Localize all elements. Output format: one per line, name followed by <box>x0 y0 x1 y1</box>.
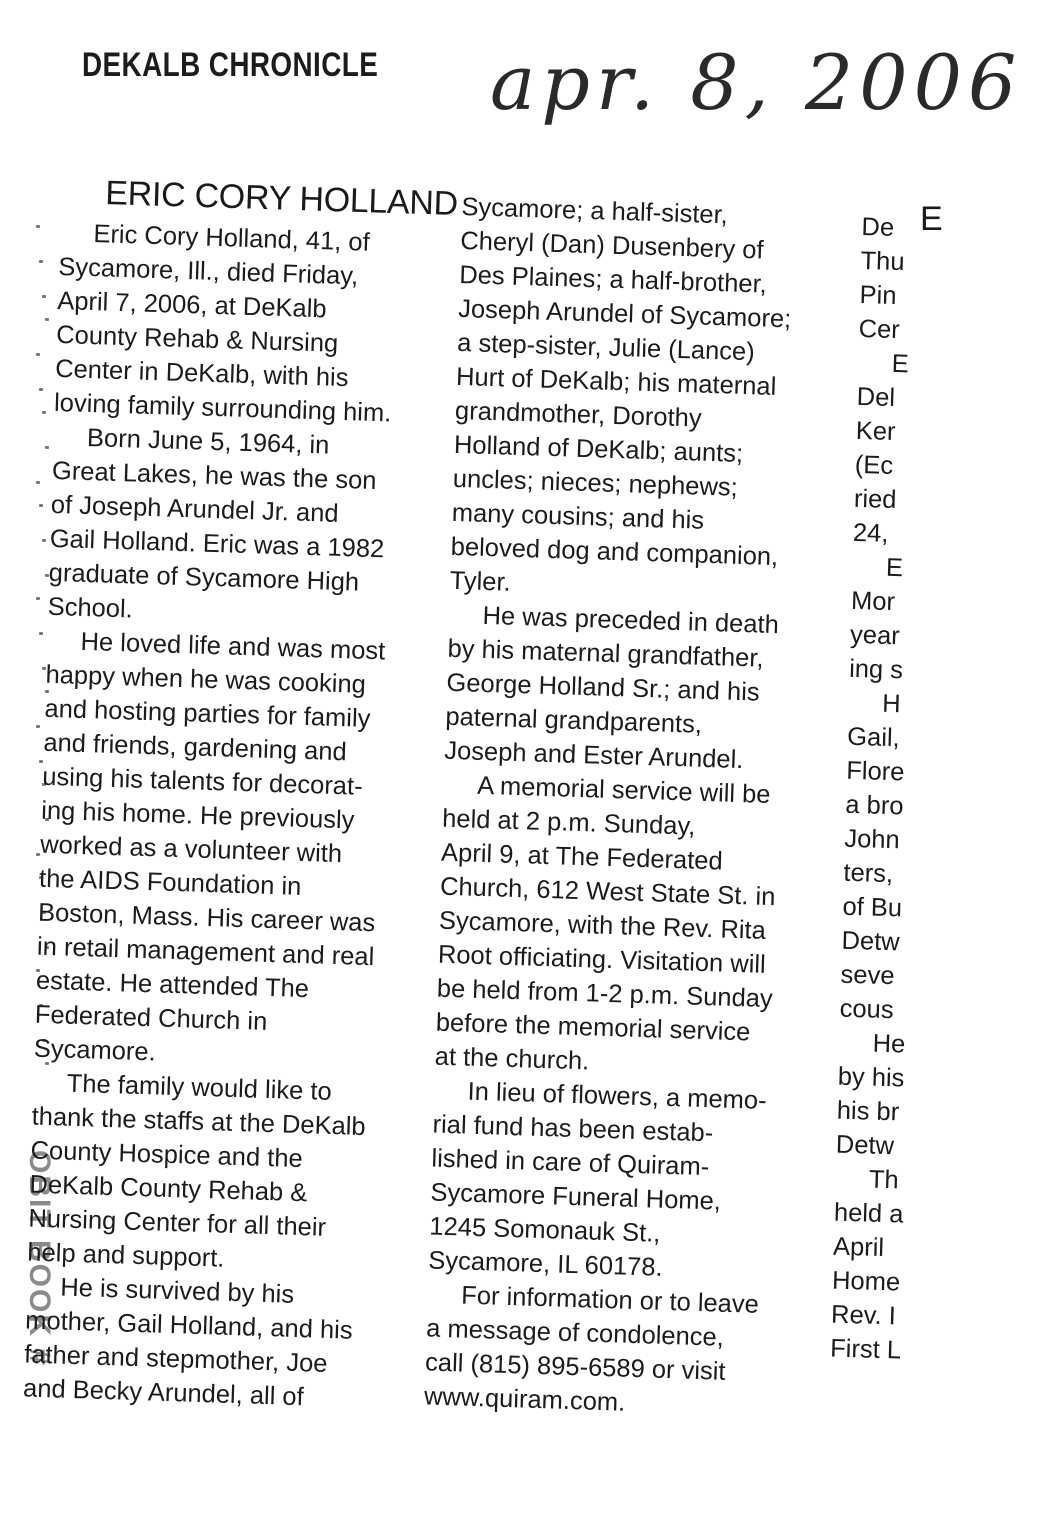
text-line: cous <box>839 994 894 1025</box>
column-3-headline-fragment: E <box>920 200 943 238</box>
text-line: Gail Holland. Eric was a 1982 <box>49 524 385 564</box>
text-line: Detw <box>835 1130 895 1161</box>
text-line: be held from 1-2 p.m. Sunday <box>436 974 774 1014</box>
text-line: April <box>832 1232 885 1263</box>
text-line: grandmother, Dorothy <box>454 396 703 433</box>
text-line: lished in care of Quiram- <box>431 1144 710 1182</box>
text-line: in retail management and real <box>36 932 375 972</box>
text-line: Th <box>868 1165 900 1195</box>
margin-dot <box>36 481 40 484</box>
text-line: call (815) 895-6589 or visit <box>424 1348 726 1386</box>
text-line: beloved dog and companion, <box>450 532 779 572</box>
text-line: www.quiram.com. <box>423 1382 626 1417</box>
text-line: Joseph and Ester Arundel. <box>443 736 744 775</box>
text-line: held at 2 p.m. Sunday, <box>441 804 696 841</box>
text-line: ried <box>853 484 897 515</box>
text-line: 1245 Somonauk St., <box>428 1212 661 1248</box>
text-line: Boston, Mass. His career was <box>37 898 376 938</box>
margin-dot <box>36 225 40 228</box>
margin-dot <box>36 353 40 356</box>
text-line: thank the staffs at the DeKalb <box>31 1102 367 1142</box>
text-line: ing his home. He previously <box>40 796 355 835</box>
text-line: at the church. <box>434 1042 590 1076</box>
text-line: Sycamore. <box>33 1034 157 1067</box>
text-line: Pin <box>859 280 897 310</box>
text-line: Born June 5, 1964, in <box>86 423 330 460</box>
text-line: DeKalb County Rehab & <box>29 1170 308 1208</box>
text-line: by his <box>837 1062 905 1093</box>
text-line: a bro <box>844 790 904 821</box>
margin-dot <box>36 725 40 728</box>
margin-dot <box>39 632 43 635</box>
text-line: County Rehab & Nursing <box>55 320 339 358</box>
text-line: ters, <box>843 858 894 889</box>
margin-dot <box>39 260 43 263</box>
text-line: help and support. <box>26 1238 225 1273</box>
text-line: E <box>885 553 904 583</box>
article-column-3-cropped <box>830 210 1062 1371</box>
text-line: father and stepmother, Joe <box>23 1340 328 1378</box>
text-line: Home <box>831 1266 901 1297</box>
text-line: Sycamore, with the Rev. Rita <box>438 906 767 945</box>
margin-dot <box>42 539 46 542</box>
text-line: Federated Church in <box>34 1000 268 1036</box>
text-line: worked as a volunteer with <box>39 830 343 869</box>
text-line: before the memorial service <box>435 1008 751 1047</box>
text-line: year <box>849 620 901 651</box>
text-line: Cer <box>858 314 901 345</box>
text-line: Rev. I <box>830 1300 897 1331</box>
margin-dot <box>39 504 43 507</box>
text-line: George Holland Sr.; and his <box>446 668 761 707</box>
text-line: by his maternal grandfather, <box>447 634 764 673</box>
margin-dot <box>39 388 43 391</box>
margin-dot <box>42 295 46 298</box>
text-line: The family would like to <box>66 1069 333 1106</box>
margin-dot <box>42 411 46 414</box>
text-line: First L <box>829 1334 902 1365</box>
text-line: H <box>881 689 902 719</box>
text-line: graduate of Sycamore High <box>48 558 360 597</box>
text-line: of Joseph Arundel Jr. and <box>50 490 340 528</box>
text-line: many cousins; and his <box>451 498 705 535</box>
text-line: Ker <box>855 416 896 447</box>
text-line: mother, Gail Holland, and his <box>24 1306 354 1345</box>
text-line: Thu <box>860 246 905 277</box>
text-line: estate. He attended The <box>35 966 310 1004</box>
text-line: loving family surrounding him. <box>53 388 392 428</box>
text-line: Root officiating. Visitation will <box>437 940 767 979</box>
text-line: April 7, 2006, at DeKalb <box>56 286 327 324</box>
text-line: E <box>891 349 910 379</box>
text-line: (Ec <box>854 450 894 480</box>
text-line: Sycamore, Ill., died Friday, <box>57 252 359 291</box>
article-column-1 <box>23 216 460 1418</box>
text-line: Gail, <box>846 722 901 753</box>
text-line: Del <box>856 382 896 412</box>
text-line: He is survived by his <box>59 1273 295 1309</box>
text-line: Des Plaines; a half-brother, <box>458 260 768 299</box>
text-line: paternal grandparents, <box>445 702 703 739</box>
text-line: Tyler. <box>449 566 512 597</box>
text-line: seve <box>840 960 895 991</box>
text-line: of Bu <box>842 892 903 923</box>
text-line: A memorial service will be <box>476 771 771 809</box>
text-line: a message of condolence, <box>425 1314 725 1352</box>
text-line: County Hospice and the <box>30 1136 304 1174</box>
text-line: Holland of DeKalb; aunts; <box>453 430 744 468</box>
text-line: He loved life and was most <box>80 627 386 666</box>
text-line: Sycamore; a half-sister, <box>461 192 729 230</box>
text-line: and hosting parties for family <box>44 694 371 733</box>
text-line: In lieu of flowers, a memo- <box>467 1077 768 1116</box>
text-line: Church, 612 West State St. in <box>439 872 776 912</box>
text-line: He was preceded in death <box>482 601 780 640</box>
text-line: Great Lakes, he was the son <box>51 456 377 496</box>
handwritten-date: apr. 8, 2006 <box>490 38 1023 127</box>
text-line: He <box>872 1029 906 1059</box>
text-line: Sycamore Funeral Home, <box>430 1178 722 1216</box>
text-line: Center in DeKalb, with his <box>54 354 349 393</box>
text-line: Joseph Arundel of Sycamore; <box>457 294 792 334</box>
text-line: April 9, at The Federated <box>440 838 724 876</box>
text-line: held a <box>833 1198 904 1229</box>
obit-book-stamp: OBIT BOOK # <box>23 1150 56 1368</box>
margin-dot <box>45 446 49 449</box>
text-line: Nursing Center for all their <box>28 1204 327 1242</box>
text-line: Detw <box>841 926 901 957</box>
text-line: Mor <box>850 586 896 617</box>
text-line: using his talents for decorat- <box>41 762 364 801</box>
newspaper-masthead: DEKALB CHRONICLE <box>82 46 379 84</box>
text-line: Cheryl (Dan) Dusenbery of <box>459 226 764 265</box>
text-line: Flore <box>845 756 905 787</box>
margin-dot <box>36 597 40 600</box>
text-line: Sycamore, IL 60178. <box>427 1246 664 1282</box>
text-line: his br <box>836 1096 900 1127</box>
text-line: School. <box>47 592 134 624</box>
text-line: Hurt of DeKalb; his maternal <box>455 362 777 401</box>
article-column-2 <box>424 190 862 1426</box>
text-line: a step-sister, Julie (Lance) <box>456 328 756 367</box>
text-line: happy when he was cooking <box>45 660 367 699</box>
text-line: uncles; nieces; nephews; <box>452 464 739 502</box>
text-line: and friends, gardening and <box>43 728 348 767</box>
margin-dot <box>45 318 49 321</box>
text-line: John <box>844 824 901 855</box>
text-line: ing s <box>848 654 904 685</box>
text-line: 24, <box>852 518 889 548</box>
text-line: the AIDS Foundation in <box>38 864 302 901</box>
obituary-headline: ERIC CORY HOLLAND <box>104 174 459 224</box>
text-line: De <box>861 212 895 242</box>
text-line: Eric Cory Holland, 41, of <box>93 220 371 257</box>
text-line: and Becky Arundel, all of <box>22 1374 305 1412</box>
text-line: For information or to leave <box>460 1281 760 1319</box>
text-line: rial fund has been estab- <box>432 1110 714 1148</box>
